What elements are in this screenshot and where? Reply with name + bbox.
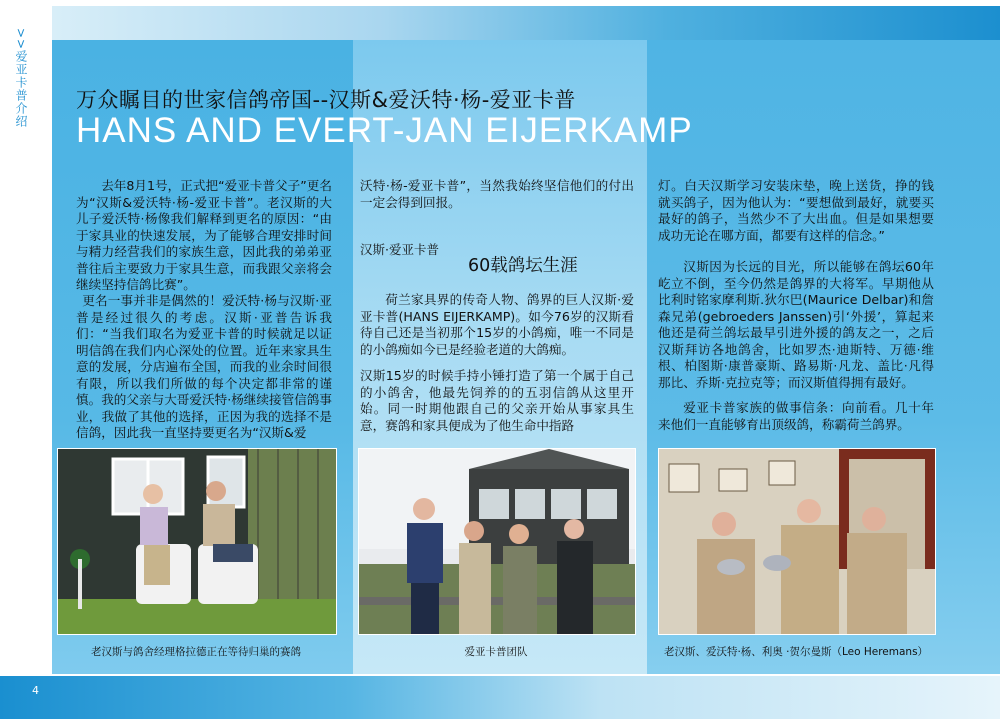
photo-loft-waiting [57,448,337,635]
page-number: 4 [32,684,39,697]
article-paragraph: 更名一事并非是偶然的！爱沃特·杨与汉斯·亚普是经过很久的考虑。汉斯·亚普告诉我们：“当我们取名为爱亚卡普的时候就足以证明信鸽在我们内心深处的位置。近年来家具生意的发展，分店遍布全国，而我的业余时间很有限，所以我们所做的每个决定都非常的谨慎。我的父亲与大哥爱沃特·杨继续接管信鸽事业，我做了其他的选择，正因为我的选择不是信鸽，因此我一直坚持要更名为“汉斯&爱 [76,293,332,440]
photo-caption: 老汉斯与鸽舍经理格拉德正在等待归巢的赛鸽 [91,646,301,658]
article-paragraph: 灯。白天汉斯学习安装床垫，晚上送货，挣的钱就买鸽子，因为他认为：“要想做到最好，就要买最好的鸽子，当然少不了大出血。但是如果想要成功无论在哪方面，都要有这样的信念。” [658,178,934,243]
article-paragraph: 荷兰家具界的传奇人物、鸽界的巨人汉斯·爱亚卡普(HANS EIJERKAMP)。如今76岁的汉斯看待自己还是当初那个15岁的小鸽痴，唯一不同是的小鸽痴如今已是经验老道的大鸽痴。 [360,292,634,357]
page-title-english: HANS AND EVERT-JAN EIJERKAMP [76,111,693,150]
photo-illustration [659,449,935,634]
photo-caption: 爱亚卡普团队 [464,646,528,658]
article-paragraph: 汉斯因为长远的目光，所以能够在鸽坛60年屹立不倒，至今仍然是鸽界的大将军。早期他从比利时铭家摩利斯.狄尔巴(Maurice Delbar)和詹森兄弟(gebroeders Janssen)引‘外援’，算起来他还是荷兰鸽坛最早引进外援的鸽友之一，之后汉斯拜访各地鸽舍，比如罗杰·迪斯特、万德·维根、柏图斯·康普豪斯、路易斯·凡龙、盖比·凡得那比、乔斯·克拉克等；而汉斯值得拥有最好。 [658,259,934,390]
page-title-chinese: 万众瞩目的世家信鸽帝国--汉斯&爱沃特·杨-爱亚卡普 [76,88,576,112]
section-subtitle: 汉斯·爱亚卡普 [360,242,439,257]
section-heading: 60载鸽坛生涯 [468,256,578,276]
section-label: >>爱亚卡普介绍 [14,28,28,129]
photo-caption: 老汉斯、爱沃特·杨、利奥 ·贺尔曼斯（Leo Heremans） [663,646,929,658]
article-paragraph: 汉斯15岁的时候手持小锤打造了第一个属于自己的小鸽舍，他最先饲养的的五羽信鸽从这里开始。同一时期他跟自己的父亲开始从事家具生意，赛鸽和家具便成为了他生命中指路 [360,368,634,433]
top-band [52,6,1000,40]
bottom-band [0,676,1000,719]
article-paragraph: 去年8月1号，正式把“爱亚卡普父子”更名为“汉斯&爱沃特·杨-爱亚卡普”。老汉斯的大儿子爱沃特·杨像我们解释到更名的原因：“由于家具业的快速发展，为了能够合理安排时间与精力经营我们的家族生意，因此我的弟弟亚普往后主要致力于家具生意，而我跟父亲将会继续坚持信鸽比赛”。 [76,178,332,292]
photo-illustration [58,449,336,634]
photo-illustration [359,449,635,634]
photo-three-men [658,448,936,635]
photo-team [358,448,636,635]
article-paragraph: 沃特·杨-爱亚卡普”，当然我始终坚信他们的付出一定会得到回报。 [360,178,634,210]
article-paragraph: 爱亚卡普家族的做事信条：向前看。几十年来他们一直能够育出顶级鸽，称霸荷兰鸽界。 [658,400,934,432]
